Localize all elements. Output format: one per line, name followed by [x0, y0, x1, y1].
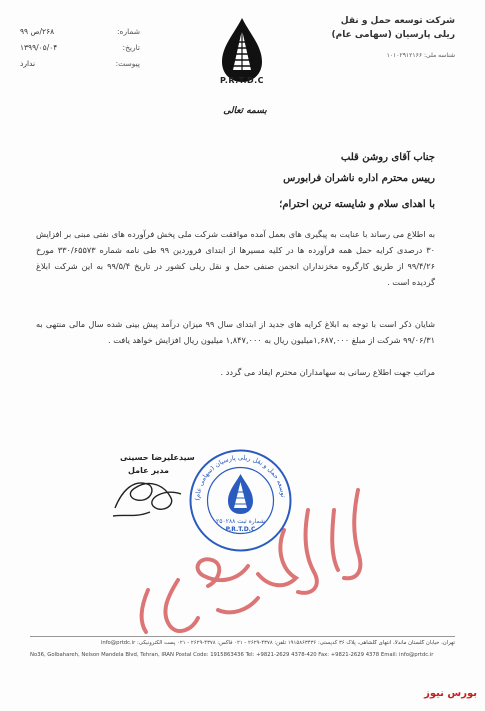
footer-address-fa: تهران، خیابان گلستان ماندلا، انتهای گلشاهی، پلاک ۳۶ کدپستی: ۱۹۱۵۸۶۳۴۳۶ تلفن: ۴۳۷۸-۲۶۲۹ - ۰۲۱ فاکس: ۴۳۷۸-۲۶۲۹ - ۰۲۱ پست الکترونیکی: info@prtdc.ir	[100, 640, 455, 646]
source-badge: بورس نیوز	[424, 688, 477, 699]
company-stamp	[188, 448, 293, 553]
meta-attachment: پیوست: ندارد	[20, 59, 140, 68]
body-paragraph-2: شایان ذکر است با توجه به ابلاغ کرایه های جدید از ابتدای سال ۹۹ میزان درآمد پیش بینی شده سال مالی منتهی به ۹۹/۰۶/۳۱ شرکت از مبلغ ۱,۶۸۷,۰۰۰میلیون ریال به ۱,۸۴۷,۰۰۰ میلیون ریال افزایش خواهد یافت .	[36, 319, 435, 345]
meta-date: تاریخ: ۱۳۹۹/۰۵/۰۴	[20, 43, 140, 52]
signatory-title: مدیر عامل	[128, 466, 169, 475]
stamp-ring-text: توسعه حمل و نقل ریلی پارسیان (سهامی عام)	[193, 453, 288, 501]
basmala: بسمه تعالی	[223, 106, 267, 116]
company-name-line2: ریلی پارسیان (سهامی عام)	[331, 30, 455, 40]
stamp-reg-no: شماره ثبت ۲۵۰۲۸۸	[216, 518, 265, 525]
footer-divider	[30, 636, 455, 637]
body-paragraph-1: به اطلاع می رساند با عنایت به پیگیری های بعمل آمده موافقت شرکت ملی پخش فرآورده های نفتی مبنی بر افزایش ۳۰ درصدی کرایه حمل همه فرآورده ها در کلیه مسیرها از ابتدای فروردین ۹۹ طی نامه شماره ۳۳۰/۶۵۵۷۳ مورخ ۹۹/۴/۲۶ از طریق کارگروه مخزنداران انجمن صنفی حمل و نقل ریلی کشور در تاریخ ۹۹/۵/۴ به این شرکت ابلاغ گردیده است .	[36, 229, 435, 287]
logo-text: P.R.T.D.C	[219, 76, 265, 85]
greeting: با اهدای سلام و شایسته ترین احترام؛	[279, 199, 435, 210]
company-name-line1: شرکت توسعه حمل و نقل	[340, 16, 455, 26]
company-name	[285, 14, 455, 42]
signatory-name: سیدعلیرضا حسینی	[120, 453, 195, 462]
stamp-logo-text: P.R.T.D.C	[225, 526, 256, 533]
addressee-name: جناب آقای روشن قلب	[340, 152, 435, 163]
letter-meta	[20, 24, 140, 72]
meta-number: شماره: ۲۶۸/ص ۹۹	[20, 27, 140, 36]
footer-address-en: No36, Golbahareh, Nelson Mandela Blvd, Tehran, IRAN Postal Code: 1915863436 Tel: +9821-2629 4378-420 Fax: +9821-2629 4378 Email: info@prtdc.ir	[30, 652, 434, 658]
national-id: شناسه ملی: ۱۰۱۰۲۹۱۲۱۶۶	[386, 52, 455, 59]
body-paragraph-3: مراتب جهت اطلاع رسانی به سهامداران محترم ایفاد می گردد .	[220, 367, 435, 377]
addressee-title: رییس محترم اداره ناشران فرابورس	[283, 173, 435, 184]
